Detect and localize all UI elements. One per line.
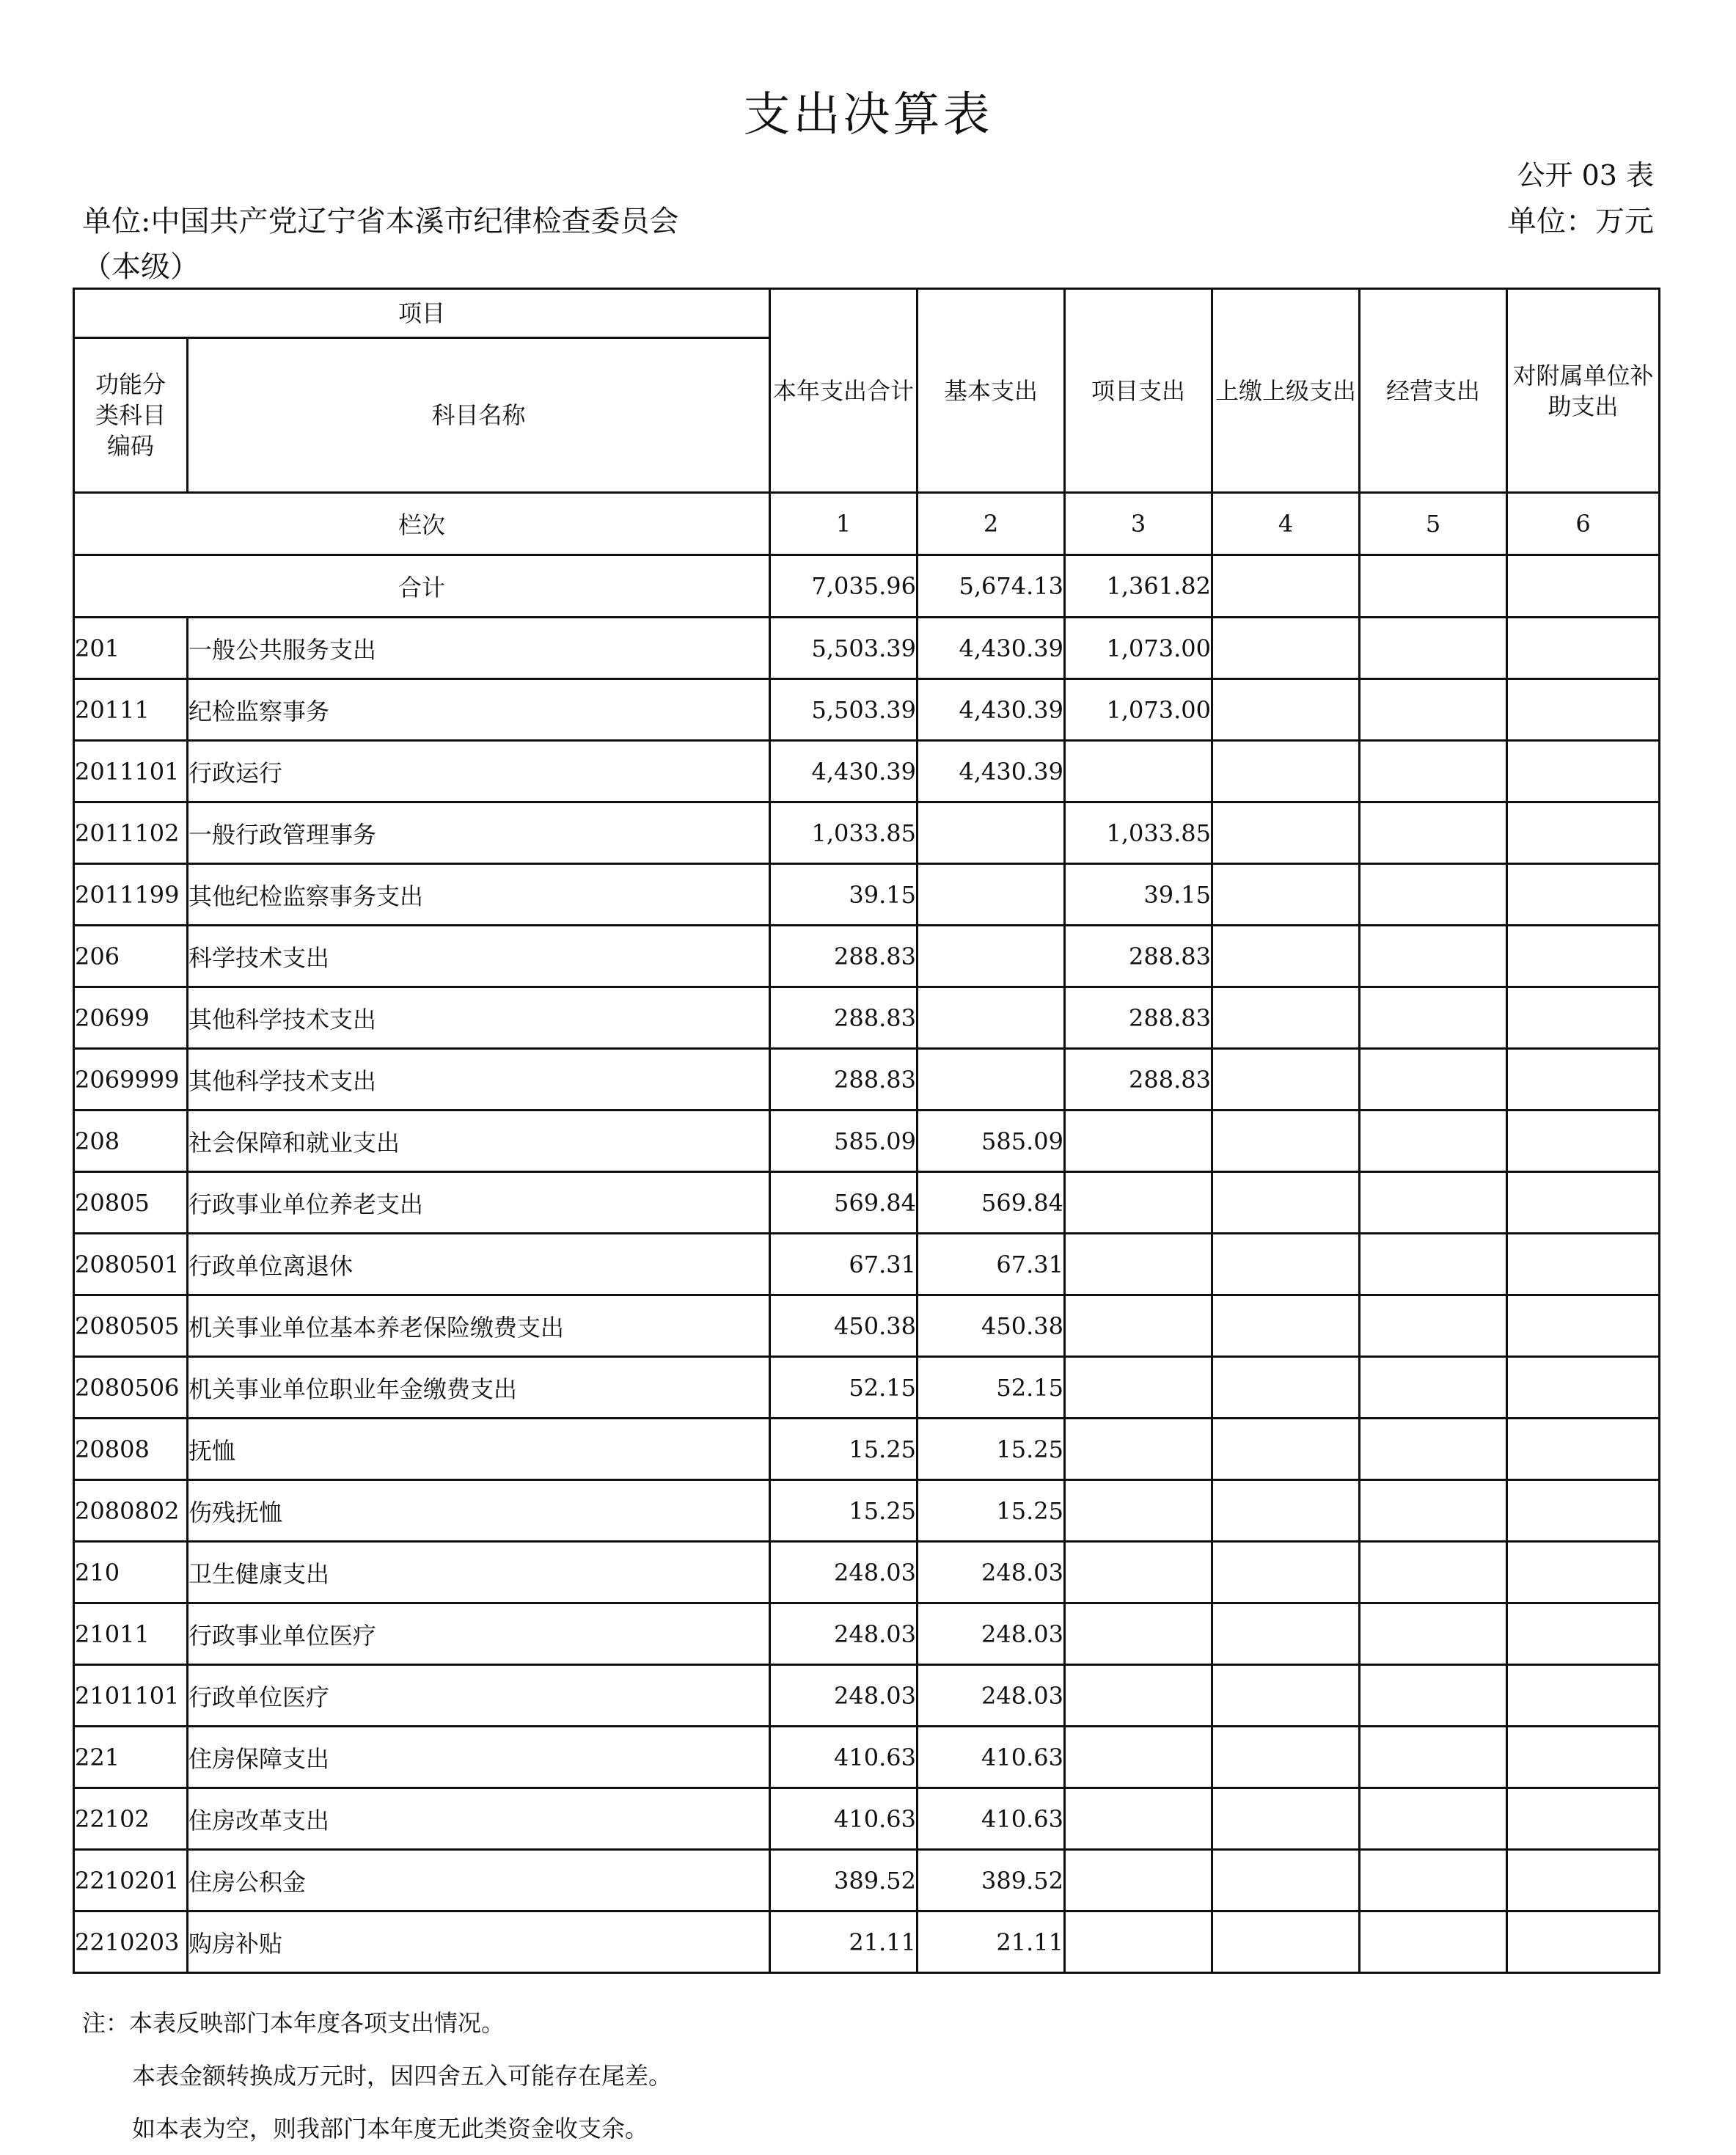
table-row — [74, 679, 1660, 741]
row-code: 2069999 — [74, 1049, 188, 1111]
row-col6 — [1507, 1727, 1660, 1788]
header-col2: 基本支出 — [918, 289, 1065, 493]
colnum-1: 1 — [770, 493, 918, 555]
row-col1: 585.09 — [770, 1111, 918, 1172]
row-col1: 5,503.39 — [770, 618, 918, 679]
row-col2: 21.11 — [918, 1911, 1065, 1973]
total-label: 合计 — [74, 555, 770, 618]
row-col3: 288.83 — [1065, 926, 1212, 987]
row-name: 一般行政管理事务 — [188, 802, 770, 864]
row-code: 2101101 — [74, 1665, 188, 1727]
header-name: 科目名称 — [188, 338, 770, 493]
row-col5 — [1360, 1788, 1507, 1850]
row-col1: 288.83 — [770, 1049, 918, 1111]
row-col5 — [1360, 864, 1507, 926]
row-col3 — [1065, 1850, 1212, 1911]
row-name: 其他科学技术支出 — [188, 987, 770, 1049]
row-name: 行政事业单位养老支出 — [188, 1172, 770, 1234]
row-code: 20111 — [74, 679, 188, 741]
row-col6 — [1507, 1665, 1660, 1727]
header-col4: 上缴上级支出 — [1212, 289, 1360, 493]
row-col6 — [1507, 987, 1660, 1049]
row-code: 201 — [74, 618, 188, 679]
row-col5 — [1360, 1850, 1507, 1911]
row-name: 住房保障支出 — [188, 1727, 770, 1788]
row-col2: 4,430.39 — [918, 741, 1065, 802]
row-col4 — [1212, 741, 1360, 802]
row-col1: 248.03 — [770, 1603, 918, 1665]
row-col3 — [1065, 1788, 1212, 1850]
row-name: 机关事业单位职业年金缴费支出 — [188, 1357, 770, 1419]
row-col6 — [1507, 741, 1660, 802]
notes — [82, 1997, 672, 2155]
row-name: 行政单位离退休 — [188, 1234, 770, 1295]
table-row — [74, 1727, 1660, 1788]
row-col5 — [1360, 741, 1507, 802]
row-name: 卫生健康支出 — [188, 1542, 770, 1603]
colnum-label: 栏次 — [74, 493, 770, 555]
table-row — [74, 1234, 1660, 1295]
row-col4 — [1212, 1911, 1360, 1973]
row-name: 伤残抚恤 — [188, 1480, 770, 1542]
header-col6: 对附属单位补助支出 — [1507, 289, 1660, 493]
row-col2: 4,430.39 — [918, 618, 1065, 679]
row-col1: 389.52 — [770, 1850, 918, 1911]
colnum-5: 5 — [1360, 493, 1507, 555]
total-col2: 5,674.13 — [918, 555, 1065, 618]
table-row — [74, 1542, 1660, 1603]
row-col6 — [1507, 1603, 1660, 1665]
row-col4 — [1212, 1419, 1360, 1480]
row-name: 住房公积金 — [188, 1850, 770, 1911]
colnum-2: 2 — [918, 493, 1065, 555]
table-row — [74, 1788, 1660, 1850]
row-col4 — [1212, 864, 1360, 926]
row-col6 — [1507, 1480, 1660, 1542]
row-col3 — [1065, 1172, 1212, 1234]
row-code: 20699 — [74, 987, 188, 1049]
row-code: 2011102 — [74, 802, 188, 864]
row-col4 — [1212, 1603, 1360, 1665]
row-col1: 410.63 — [770, 1788, 918, 1850]
row-col2: 248.03 — [918, 1542, 1065, 1603]
row-col3: 288.83 — [1065, 1049, 1212, 1111]
row-col1: 4,430.39 — [770, 741, 918, 802]
row-col4 — [1212, 1542, 1360, 1603]
row-col4 — [1212, 1480, 1360, 1542]
row-col1: 15.25 — [770, 1480, 918, 1542]
column-number-row — [74, 493, 1660, 555]
row-col5 — [1360, 618, 1507, 679]
row-col3 — [1065, 1357, 1212, 1419]
row-code: 2011101 — [74, 741, 188, 802]
row-col3 — [1065, 1295, 1212, 1357]
row-col2: 52.15 — [918, 1357, 1065, 1419]
row-col5 — [1360, 1665, 1507, 1727]
row-col4 — [1212, 1049, 1360, 1111]
table-row — [74, 1665, 1660, 1727]
row-col2: 389.52 — [918, 1850, 1065, 1911]
row-col1: 248.03 — [770, 1665, 918, 1727]
row-col3: 1,033.85 — [1065, 802, 1212, 864]
row-col5 — [1360, 1234, 1507, 1295]
row-col5 — [1360, 1480, 1507, 1542]
row-name: 科学技术支出 — [188, 926, 770, 987]
row-col4 — [1212, 1234, 1360, 1295]
row-col3 — [1065, 1111, 1212, 1172]
table-row — [74, 1603, 1660, 1665]
total-col5 — [1360, 555, 1507, 618]
row-col3 — [1065, 1665, 1212, 1727]
table-row — [74, 987, 1660, 1049]
table-row — [74, 741, 1660, 802]
table-row — [74, 802, 1660, 864]
row-col3 — [1065, 1419, 1212, 1480]
table-row — [74, 618, 1660, 679]
row-col5 — [1360, 987, 1507, 1049]
row-name: 机关事业单位基本养老保险缴费支出 — [188, 1295, 770, 1357]
table-row — [74, 926, 1660, 987]
row-col6 — [1507, 1911, 1660, 1973]
row-col5 — [1360, 926, 1507, 987]
header-item: 项目 — [74, 289, 770, 338]
row-code: 2080802 — [74, 1480, 188, 1542]
table-row — [74, 1480, 1660, 1542]
header-col3: 项目支出 — [1065, 289, 1212, 493]
row-col3 — [1065, 1234, 1212, 1295]
row-col4 — [1212, 926, 1360, 987]
row-col1: 288.83 — [770, 987, 918, 1049]
currency-unit: 单位：万元 — [1507, 205, 1654, 238]
row-col2 — [918, 926, 1065, 987]
row-code: 22102 — [74, 1788, 188, 1850]
row-col2: 4,430.39 — [918, 679, 1065, 741]
row-col1: 21.11 — [770, 1911, 918, 1973]
header-col5: 经营支出 — [1360, 289, 1507, 493]
row-code: 2210201 — [74, 1850, 188, 1911]
table-row — [74, 1172, 1660, 1234]
row-code: 2210203 — [74, 1911, 188, 1973]
row-col2 — [918, 864, 1065, 926]
row-col1: 39.15 — [770, 864, 918, 926]
row-col6 — [1507, 1111, 1660, 1172]
note-2: 本表金额转换成万元时，因四舍五入可能存在尾差。 — [132, 2062, 673, 2090]
row-col3 — [1065, 741, 1212, 802]
row-col5 — [1360, 802, 1507, 864]
row-col2: 248.03 — [918, 1603, 1065, 1665]
header-col1: 本年支出合计 — [770, 289, 918, 493]
row-col2: 450.38 — [918, 1295, 1065, 1357]
row-col4 — [1212, 802, 1360, 864]
row-col2: 410.63 — [918, 1727, 1065, 1788]
row-col2 — [918, 987, 1065, 1049]
row-col6 — [1507, 679, 1660, 741]
row-col5 — [1360, 1295, 1507, 1357]
table-row — [74, 1295, 1660, 1357]
row-col3 — [1065, 1727, 1212, 1788]
row-col6 — [1507, 864, 1660, 926]
row-col6 — [1507, 1295, 1660, 1357]
row-col2: 67.31 — [918, 1234, 1065, 1295]
row-code: 20808 — [74, 1419, 188, 1480]
row-code: 2080501 — [74, 1234, 188, 1295]
row-col4 — [1212, 1111, 1360, 1172]
row-col1: 569.84 — [770, 1172, 918, 1234]
row-col4 — [1212, 618, 1360, 679]
row-code: 2080506 — [74, 1357, 188, 1419]
note-3: 如本表为空，则我部门本年度无此类资金收支余。 — [132, 2115, 649, 2143]
row-col1: 67.31 — [770, 1234, 918, 1295]
row-code: 208 — [74, 1111, 188, 1172]
row-col5 — [1360, 1911, 1507, 1973]
table-row — [74, 1049, 1660, 1111]
row-col4 — [1212, 1850, 1360, 1911]
total-col1: 7,035.96 — [770, 555, 918, 618]
row-col1: 410.63 — [770, 1727, 918, 1788]
row-col2: 15.25 — [918, 1480, 1065, 1542]
row-col6 — [1507, 1234, 1660, 1295]
row-col3 — [1065, 1542, 1212, 1603]
row-name: 一般公共服务支出 — [188, 618, 770, 679]
row-col3 — [1065, 1603, 1212, 1665]
row-col1: 52.15 — [770, 1357, 918, 1419]
row-code: 210 — [74, 1542, 188, 1603]
row-name: 住房改革支出 — [188, 1788, 770, 1850]
row-col5 — [1360, 1049, 1507, 1111]
table-row — [74, 1419, 1660, 1480]
table-row — [74, 1357, 1660, 1419]
row-col1: 15.25 — [770, 1419, 918, 1480]
total-col3: 1,361.82 — [1065, 555, 1212, 618]
form-number: 公开 03 表 — [1517, 159, 1654, 191]
row-col3: 288.83 — [1065, 987, 1212, 1049]
table-row — [74, 1850, 1660, 1911]
row-code: 20805 — [74, 1172, 188, 1234]
unit-label: 单位:中国共产党辽宁省本溪市纪律检查委员会 — [82, 205, 679, 238]
row-name: 购房补贴 — [188, 1911, 770, 1973]
row-col6 — [1507, 1172, 1660, 1234]
total-col4 — [1212, 555, 1360, 618]
row-name: 其他科学技术支出 — [188, 1049, 770, 1111]
row-col4 — [1212, 1788, 1360, 1850]
row-col4 — [1212, 679, 1360, 741]
row-col5 — [1360, 1603, 1507, 1665]
row-col5 — [1360, 1727, 1507, 1788]
row-col1: 248.03 — [770, 1542, 918, 1603]
row-col2 — [918, 802, 1065, 864]
unit-sub-label: （本级） — [82, 250, 199, 284]
expenditure-table — [73, 288, 1660, 1974]
row-col6 — [1507, 1542, 1660, 1603]
row-col4 — [1212, 1665, 1360, 1727]
row-col4 — [1212, 1357, 1360, 1419]
row-col2: 410.63 — [918, 1788, 1065, 1850]
row-col6 — [1507, 1419, 1660, 1480]
row-col6 — [1507, 926, 1660, 987]
page-title: 支出决算表 — [743, 88, 993, 142]
row-name: 社会保障和就业支出 — [188, 1111, 770, 1172]
note-1: 注：本表反映部门本年度各项支出情况。 — [82, 2009, 505, 2037]
row-name: 纪检监察事务 — [188, 679, 770, 741]
row-col5 — [1360, 1542, 1507, 1603]
header-code: 功能分类科目编码 — [74, 338, 188, 493]
row-col3: 1,073.00 — [1065, 618, 1212, 679]
total-col6 — [1507, 555, 1660, 618]
row-col6 — [1507, 802, 1660, 864]
row-col1: 1,033.85 — [770, 802, 918, 864]
colnum-6: 6 — [1507, 493, 1660, 555]
row-col5 — [1360, 1419, 1507, 1480]
row-col5 — [1360, 1172, 1507, 1234]
row-name: 行政事业单位医疗 — [188, 1603, 770, 1665]
row-code: 21011 — [74, 1603, 188, 1665]
row-col5 — [1360, 1357, 1507, 1419]
row-col2: 585.09 — [918, 1111, 1065, 1172]
row-name: 行政单位医疗 — [188, 1665, 770, 1727]
row-col1: 450.38 — [770, 1295, 918, 1357]
colnum-4: 4 — [1212, 493, 1360, 555]
row-col6 — [1507, 1850, 1660, 1911]
row-col4 — [1212, 987, 1360, 1049]
row-col4 — [1212, 1295, 1360, 1357]
row-code: 206 — [74, 926, 188, 987]
total-row — [74, 555, 1660, 618]
row-col5 — [1360, 679, 1507, 741]
row-col4 — [1212, 1727, 1360, 1788]
table-row — [74, 1111, 1660, 1172]
table-row — [74, 1911, 1660, 1973]
row-col2: 15.25 — [918, 1419, 1065, 1480]
row-col4 — [1212, 1172, 1360, 1234]
row-col6 — [1507, 1049, 1660, 1111]
row-code: 221 — [74, 1727, 188, 1788]
row-col2: 248.03 — [918, 1665, 1065, 1727]
row-code: 2011199 — [74, 864, 188, 926]
row-name: 其他纪检监察事务支出 — [188, 864, 770, 926]
colnum-3: 3 — [1065, 493, 1212, 555]
row-col6 — [1507, 1788, 1660, 1850]
row-name: 行政运行 — [188, 741, 770, 802]
row-col2 — [918, 1049, 1065, 1111]
table-row — [74, 864, 1660, 926]
row-col3: 39.15 — [1065, 864, 1212, 926]
row-col6 — [1507, 618, 1660, 679]
row-col2: 569.84 — [918, 1172, 1065, 1234]
row-col3: 1,073.00 — [1065, 679, 1212, 741]
row-col6 — [1507, 1357, 1660, 1419]
row-col3 — [1065, 1480, 1212, 1542]
row-name: 抚恤 — [188, 1419, 770, 1480]
row-code: 2080505 — [74, 1295, 188, 1357]
row-col1: 5,503.39 — [770, 679, 918, 741]
row-col3 — [1065, 1911, 1212, 1973]
row-col1: 288.83 — [770, 926, 918, 987]
row-col5 — [1360, 1111, 1507, 1172]
